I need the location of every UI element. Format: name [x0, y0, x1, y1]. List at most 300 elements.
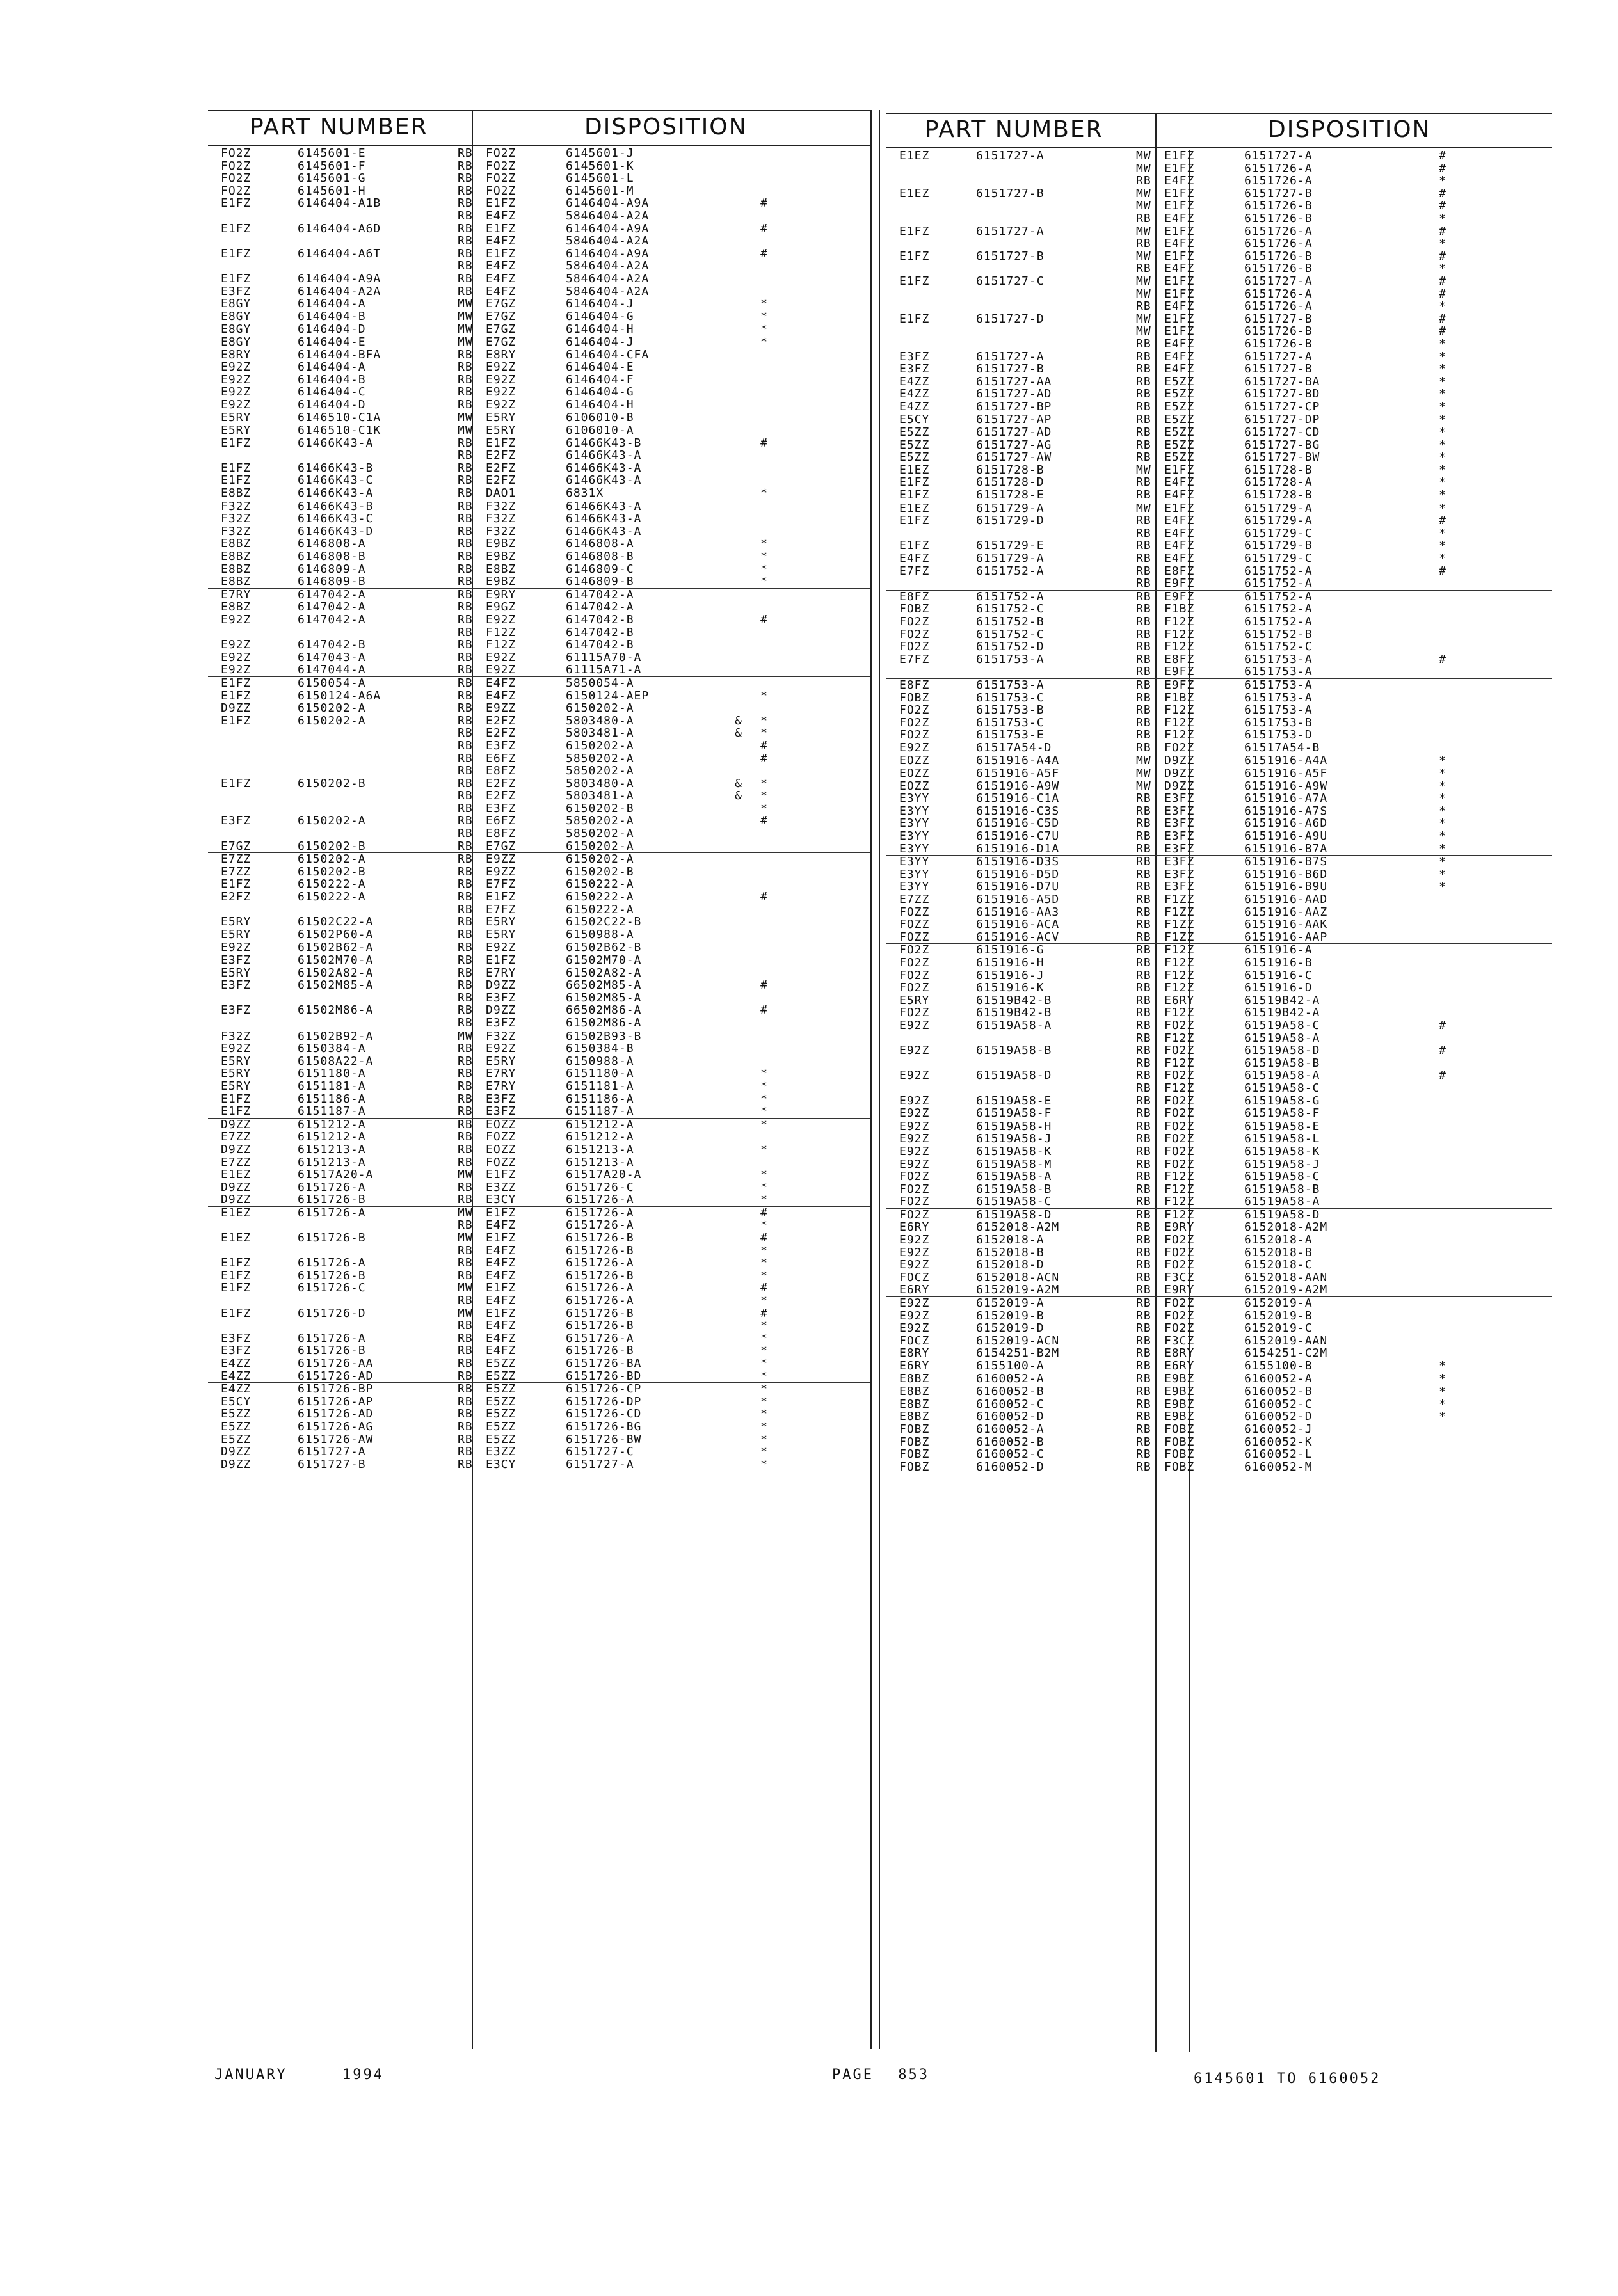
- flag-mark: *: [1439, 400, 1446, 413]
- old-part: 6151727-AD: [976, 426, 1052, 439]
- new-part: 6146404-J: [566, 298, 634, 310]
- table-row: [208, 1093, 870, 1106]
- new-part: 6151753-A: [1244, 691, 1313, 705]
- new-part: 6160052-M: [1244, 1460, 1313, 1474]
- new-part: 6146404-G: [566, 310, 634, 323]
- flag-mark: *: [1439, 1398, 1446, 1411]
- flag-mark: *: [1439, 300, 1446, 313]
- flag-mark: *: [760, 298, 768, 310]
- new-part: 6151726-A: [1244, 225, 1313, 238]
- old-prefix: E92Z: [899, 1094, 930, 1108]
- new-prefix: FO2Z: [1164, 1069, 1195, 1082]
- old-part: 6145601-H: [298, 184, 366, 198]
- old-part: 6160052-B: [976, 1385, 1045, 1398]
- disposition-code: RB: [458, 1295, 473, 1307]
- table-row: [886, 502, 1552, 515]
- new-prefix: E5ZZ: [1164, 426, 1195, 439]
- old-prefix: E92Z: [899, 1133, 930, 1145]
- disposition-code: MW: [458, 323, 473, 336]
- disposition-code: MW: [458, 1030, 473, 1043]
- disposition-code: RB: [458, 348, 473, 362]
- old-part: 6151213-A: [298, 1143, 366, 1156]
- table-row: [886, 175, 1552, 187]
- flag-mark: *: [1439, 451, 1446, 464]
- new-part: 6151729-A: [1244, 502, 1313, 515]
- table-row: [886, 413, 1552, 426]
- old-part: 6151726-B: [298, 1193, 366, 1206]
- old-prefix: E92Z: [899, 1107, 930, 1120]
- new-prefix: FOZZ: [486, 1156, 517, 1169]
- new-part: 6151916-A7A: [1244, 792, 1328, 805]
- old-part: 6160052-C: [976, 1448, 1045, 1461]
- new-prefix: E3FZ: [1164, 792, 1195, 805]
- table-row: [208, 840, 870, 854]
- flag-mark: #: [760, 1282, 768, 1295]
- flag-mark: *: [760, 550, 768, 563]
- new-part: 6150988-A: [566, 928, 634, 941]
- new-prefix: E2FZ: [486, 714, 517, 728]
- table-row: [208, 1319, 870, 1332]
- disposition-code: RB: [1136, 729, 1151, 742]
- table-row: [208, 563, 870, 576]
- new-part: 6151726-B: [1244, 325, 1313, 338]
- table-row: [208, 677, 870, 690]
- old-part: 6145601-G: [298, 172, 366, 185]
- flag-mark: *: [1439, 792, 1446, 805]
- new-part: 6150202-B: [566, 802, 634, 815]
- disposition-code: RB: [458, 676, 473, 690]
- new-part: 6151916-B: [1244, 957, 1313, 969]
- flag-mark: *: [760, 1446, 768, 1458]
- new-part: 61115A71-A: [566, 664, 642, 676]
- new-part: 6151726-A: [1244, 162, 1313, 175]
- new-part: 6154251-C2M: [1244, 1347, 1328, 1360]
- new-prefix: E5RY: [486, 916, 517, 929]
- new-prefix: FOBZ: [1164, 1423, 1195, 1436]
- old-part: 6146404-B: [298, 373, 366, 387]
- disposition-code: RB: [458, 739, 473, 753]
- new-part: 61466K43-A: [566, 474, 642, 488]
- disposition-code: RB: [458, 765, 473, 777]
- old-part: 6151752-A: [976, 590, 1045, 603]
- table-row: [886, 1107, 1552, 1120]
- flag-mark: *: [760, 1395, 768, 1408]
- old-part: 6147042-A: [298, 601, 366, 614]
- flag-mark: *: [1439, 779, 1446, 793]
- disposition-code: RB: [1136, 628, 1151, 641]
- new-part: 6152019-C: [1244, 1322, 1313, 1335]
- old-prefix: FO2Z: [899, 1208, 930, 1222]
- table-row: [208, 538, 870, 550]
- old-prefix: E1FZ: [899, 312, 930, 326]
- new-prefix: F1ZZ: [1164, 930, 1195, 944]
- new-part: 6152018-AAN: [1244, 1271, 1328, 1284]
- new-part: 6151916-D: [1244, 982, 1313, 994]
- table-row: [208, 374, 870, 387]
- disposition-code: MW: [1136, 287, 1151, 301]
- table-row: [886, 250, 1552, 263]
- flag-mark: *: [760, 1168, 768, 1181]
- new-part: 61466K43-A: [566, 500, 642, 513]
- new-prefix: E9BZ: [1164, 1410, 1195, 1423]
- new-prefix: E4FZ: [1164, 350, 1195, 363]
- old-part: 6146404-C: [298, 386, 366, 399]
- old-part: 6146510-C1K: [298, 424, 381, 437]
- old-prefix: E4ZZ: [899, 400, 930, 413]
- old-prefix: E3FZ: [221, 285, 252, 298]
- new-part: 6151726-B: [566, 1232, 634, 1245]
- old-prefix: E1FZ: [221, 1092, 252, 1106]
- old-part: 6150054-A: [298, 676, 366, 690]
- old-part: 6146404-D: [298, 323, 366, 336]
- table-row: [208, 777, 870, 790]
- disposition-code: RB: [1136, 1133, 1151, 1145]
- old-part: 6151752-A: [976, 564, 1045, 578]
- table-row: [886, 692, 1552, 705]
- new-prefix: E3FZ: [486, 1092, 517, 1106]
- table-row: [886, 881, 1552, 893]
- new-prefix: E5ZZ: [1164, 375, 1195, 388]
- disposition-code: RB: [1136, 1334, 1151, 1348]
- new-part: 6151916-A9W: [1244, 779, 1328, 793]
- old-prefix: E1FZ: [899, 225, 930, 238]
- new-prefix: E9BZ: [486, 538, 517, 550]
- old-part: 6146404-A6D: [298, 222, 381, 235]
- flag-mark: *: [1439, 350, 1446, 363]
- disposition-code: RB: [458, 1257, 473, 1270]
- flag-mark: *: [760, 538, 768, 550]
- new-prefix: FO2Z: [1164, 1133, 1195, 1145]
- new-part: 61115A70-A: [566, 651, 642, 664]
- new-prefix: E9ZZ: [486, 865, 517, 879]
- old-part: 6146808-B: [298, 550, 366, 563]
- old-part: 6150202-A: [298, 714, 366, 728]
- old-prefix: E1FZ: [221, 1282, 252, 1295]
- disposition-code: RB: [458, 1395, 473, 1408]
- new-part: 6151752-B: [1244, 628, 1313, 641]
- flag-mark: *: [760, 1344, 768, 1357]
- disposition-code: RB: [458, 1244, 473, 1257]
- disposition-code: RB: [458, 247, 473, 260]
- old-part: 6151916-D1A: [976, 842, 1060, 856]
- new-prefix: FO2Z: [1164, 741, 1195, 754]
- new-part: 61519B42-A: [1244, 1007, 1320, 1019]
- new-prefix: E4FZ: [1164, 363, 1195, 376]
- old-part: 6151916-D5D: [976, 868, 1060, 881]
- old-prefix: E6RY: [899, 1360, 930, 1373]
- new-prefix: E1FZ: [486, 1307, 517, 1320]
- old-prefix: E92Z: [899, 1322, 930, 1335]
- disposition-code: MW: [1136, 150, 1151, 163]
- table-row: [208, 1207, 870, 1220]
- disposition-code: RB: [1136, 868, 1151, 881]
- table-row: [208, 904, 870, 916]
- disposition-code: RB: [1136, 1145, 1151, 1158]
- new-part: 6150384-B: [566, 1042, 634, 1055]
- old-part: 6152019-A: [976, 1297, 1045, 1310]
- flag-mark: *: [1439, 476, 1446, 490]
- old-part: 6151726-AA: [298, 1357, 374, 1370]
- disposition-code: RB: [1136, 741, 1151, 754]
- old-prefix: D9ZZ: [221, 1193, 252, 1206]
- table-row: [886, 363, 1552, 376]
- old-prefix: D9ZZ: [221, 1118, 252, 1131]
- old-part: 6146404-BFA: [298, 348, 381, 362]
- table-row: [886, 1423, 1552, 1436]
- new-prefix: E4FZ: [486, 272, 517, 285]
- disposition-code: RB: [1136, 1234, 1151, 1247]
- new-prefix: E5RY: [486, 411, 517, 425]
- old-part: 61517A20-A: [298, 1168, 374, 1181]
- flag-mark: #: [1439, 150, 1446, 163]
- old-prefix: E1FZ: [899, 275, 930, 288]
- table-row: [208, 1219, 870, 1232]
- new-part: 6147042-A: [566, 588, 634, 602]
- flag-mark: *: [760, 1080, 768, 1093]
- new-part: 5846404-A2A: [566, 285, 650, 298]
- disposition-code: RB: [458, 500, 473, 513]
- new-prefix: E1FZ: [486, 1206, 517, 1220]
- old-part: 6151726-AW: [298, 1433, 374, 1446]
- new-prefix: E5RY: [486, 928, 517, 941]
- disposition-code: RB: [458, 840, 473, 853]
- new-part: 6151916-AAD: [1244, 893, 1328, 906]
- old-part: 61519A58-M: [976, 1158, 1052, 1171]
- old-prefix: E3FZ: [899, 363, 930, 376]
- disposition-code: RB: [1136, 337, 1151, 351]
- new-prefix: F12Z: [1164, 641, 1195, 653]
- disposition-code: MW: [1136, 779, 1151, 793]
- old-part: 6151916-C7U: [976, 830, 1060, 843]
- old-prefix: FO2Z: [899, 1007, 930, 1019]
- table-row: [208, 1144, 870, 1156]
- flag-mark: *: [760, 487, 768, 500]
- table-row: [208, 172, 870, 185]
- disposition-code: RB: [458, 562, 473, 576]
- flag-mark: *: [760, 1269, 768, 1282]
- table-row: [208, 866, 870, 879]
- disposition-code: RB: [458, 235, 473, 248]
- flag-mark: *: [760, 689, 768, 703]
- table-row: [886, 931, 1552, 945]
- new-prefix: E7RY: [486, 1080, 517, 1093]
- old-part: 6151752-D: [976, 641, 1045, 653]
- new-prefix: E5ZZ: [1164, 388, 1195, 401]
- table-row: [886, 1082, 1552, 1095]
- new-part: 6151726-B: [566, 1319, 634, 1332]
- old-prefix: E7RY: [221, 588, 252, 602]
- flag-mark: #: [760, 197, 768, 210]
- new-part: 66502M86-A: [566, 1004, 642, 1017]
- right-parts-table: [886, 150, 1552, 1473]
- old-part: 6151726-B: [298, 1269, 366, 1282]
- old-prefix: E92Z: [899, 1158, 930, 1171]
- new-part: 61502B93-B: [566, 1030, 642, 1043]
- table-row: [886, 817, 1552, 830]
- new-prefix: E7GZ: [486, 298, 517, 310]
- flag-mark: #: [1439, 1069, 1446, 1082]
- table-row: [208, 1458, 870, 1471]
- old-prefix: E1FZ: [221, 1269, 252, 1282]
- new-prefix: FO2Z: [1164, 1158, 1195, 1171]
- old-prefix: E1FZ: [221, 1105, 252, 1118]
- old-part: 61466K43-A: [298, 487, 374, 500]
- flag-mark: *: [760, 1295, 768, 1307]
- new-prefix: E92Z: [486, 664, 517, 676]
- table-row: [208, 1168, 870, 1181]
- old-part: 6146510-C1A: [298, 411, 381, 425]
- new-part: 61519A58-A: [1244, 1195, 1320, 1208]
- disposition-code: RB: [1136, 1372, 1151, 1385]
- new-prefix: E8FZ: [1164, 564, 1195, 578]
- new-prefix: F12Z: [1164, 1007, 1195, 1019]
- old-part: 61502B62-A: [298, 941, 374, 954]
- old-part: 61466K43-C: [298, 513, 374, 525]
- new-part: 6151753-A: [1244, 666, 1313, 678]
- flag-mark: *: [760, 1319, 768, 1332]
- new-part: 6152018-B: [1244, 1246, 1313, 1259]
- table-row: [208, 1131, 870, 1144]
- table-row: [208, 185, 870, 198]
- old-prefix: D9ZZ: [221, 1446, 252, 1458]
- table-row: [208, 260, 870, 273]
- old-part: 6151727-B: [976, 187, 1045, 200]
- new-prefix: E92Z: [486, 373, 517, 387]
- new-prefix: E1FZ: [1164, 150, 1195, 163]
- new-part: 6151753-B: [1244, 716, 1313, 729]
- disposition-code: RB: [458, 954, 473, 967]
- old-prefix: D9ZZ: [221, 1458, 252, 1471]
- old-prefix: E3FZ: [899, 350, 930, 363]
- new-part: 6152019-A: [1244, 1297, 1313, 1310]
- new-part: 6160052-J: [1244, 1423, 1313, 1436]
- old-prefix: FO2Z: [221, 172, 252, 185]
- new-prefix: F12Z: [1164, 944, 1195, 957]
- old-prefix: D9ZZ: [221, 1143, 252, 1156]
- old-prefix: E8RY: [899, 1347, 930, 1360]
- new-prefix: E92Z: [486, 1042, 517, 1055]
- table-row: [208, 626, 870, 639]
- flag-mark: *: [760, 1181, 768, 1194]
- new-part: 61519A58-L: [1244, 1133, 1320, 1145]
- old-part: 6151729-A: [976, 552, 1045, 565]
- new-prefix: E9BZ: [1164, 1385, 1195, 1398]
- disposition-code: MW: [1136, 502, 1151, 515]
- new-prefix: FO2Z: [1164, 1145, 1195, 1158]
- center-divider-b: [879, 110, 880, 2049]
- old-part: 61502M85-A: [298, 979, 374, 992]
- disposition-code: RB: [458, 575, 473, 588]
- old-part: 6151728-B: [976, 463, 1045, 477]
- new-part: 6150222-A: [566, 878, 634, 891]
- footer-year: 1994: [342, 2067, 384, 2083]
- old-part: 6151212-A: [298, 1118, 366, 1131]
- disposition-code: RB: [1136, 982, 1151, 994]
- old-prefix: E1FZ: [221, 461, 252, 475]
- old-prefix: E3YY: [899, 856, 930, 868]
- flag-mark: *: [760, 1408, 768, 1421]
- new-prefix: E7GZ: [486, 310, 517, 323]
- old-part: 6151916-J: [976, 969, 1045, 982]
- table-row: [886, 893, 1552, 906]
- old-prefix: FO2Z: [221, 159, 252, 173]
- table-row: [208, 323, 870, 336]
- new-part: 61519A58-C: [1244, 1019, 1320, 1032]
- disposition-code: RB: [458, 147, 473, 160]
- table-row: [886, 1019, 1552, 1032]
- old-part: 6146404-A1B: [298, 197, 381, 210]
- new-prefix: E4FZ: [486, 1319, 517, 1332]
- old-part: 6151726-AD: [298, 1408, 374, 1421]
- old-part: 6160052-D: [976, 1460, 1045, 1474]
- new-prefix: E1FZ: [1164, 325, 1195, 338]
- disposition-code: RB: [458, 285, 473, 298]
- new-part: 6151181-A: [566, 1080, 634, 1093]
- old-prefix: E92Z: [221, 613, 252, 626]
- table-row: [208, 941, 870, 954]
- new-part: 6152019-A2M: [1244, 1284, 1328, 1297]
- disposition-code: RB: [458, 1458, 473, 1471]
- new-prefix: F12Z: [1164, 1056, 1195, 1070]
- new-part: 6151916-B7A: [1244, 842, 1328, 856]
- new-part: 6151729-A: [1244, 514, 1313, 527]
- disposition-code: MW: [1136, 200, 1151, 212]
- new-part: 6147042-A: [566, 601, 634, 614]
- new-prefix: E8FZ: [486, 827, 517, 840]
- new-prefix: FO2Z: [1164, 1094, 1195, 1108]
- new-prefix: F12Z: [1164, 969, 1195, 982]
- disposition-code: RB: [458, 1055, 473, 1068]
- disposition-code: RB: [1136, 1032, 1151, 1045]
- new-prefix: E3FZ: [1164, 804, 1195, 818]
- table-row: [886, 1170, 1552, 1183]
- disposition-code: RB: [1136, 1410, 1151, 1423]
- flag-mark: *: [1439, 817, 1446, 831]
- new-part: 6151726-B: [566, 1269, 634, 1282]
- old-prefix: EOZZ: [899, 779, 930, 793]
- new-prefix: E6FZ: [486, 752, 517, 765]
- old-prefix: FO2Z: [899, 716, 930, 729]
- table-row: [208, 1017, 870, 1030]
- old-part: 61502C22-A: [298, 916, 374, 929]
- flag-mark: #: [760, 613, 768, 626]
- new-prefix: F12Z: [1164, 1081, 1195, 1095]
- new-prefix: FO2Z: [1164, 1246, 1195, 1259]
- old-part: 6151916-A5F: [976, 767, 1060, 780]
- disposition-code: RB: [1136, 957, 1151, 969]
- disposition-code: RB: [458, 1118, 473, 1131]
- old-prefix: FOBZ: [899, 1460, 930, 1474]
- new-part: 6151752-A: [1244, 577, 1313, 590]
- disposition-code: RB: [1136, 413, 1151, 427]
- new-prefix: FOBZ: [1164, 1435, 1195, 1449]
- disposition-code: RB: [1136, 944, 1151, 957]
- old-prefix: E3YY: [899, 817, 930, 831]
- disposition-code: RB: [1136, 1246, 1151, 1259]
- disposition-code: RB: [1136, 1221, 1151, 1234]
- table-row: [886, 1195, 1552, 1209]
- new-part: 6151727-A: [1244, 350, 1313, 363]
- table-row: [886, 1360, 1552, 1373]
- old-part: 6145601-E: [298, 147, 366, 160]
- new-prefix: E1FZ: [486, 247, 517, 260]
- old-part: 6152018-D: [976, 1259, 1045, 1272]
- new-prefix: FO2Z: [1164, 1107, 1195, 1120]
- flag-mark: *: [1439, 539, 1446, 552]
- disposition-code: RB: [458, 449, 473, 462]
- table-row: [208, 525, 870, 538]
- table-row: [208, 1307, 870, 1320]
